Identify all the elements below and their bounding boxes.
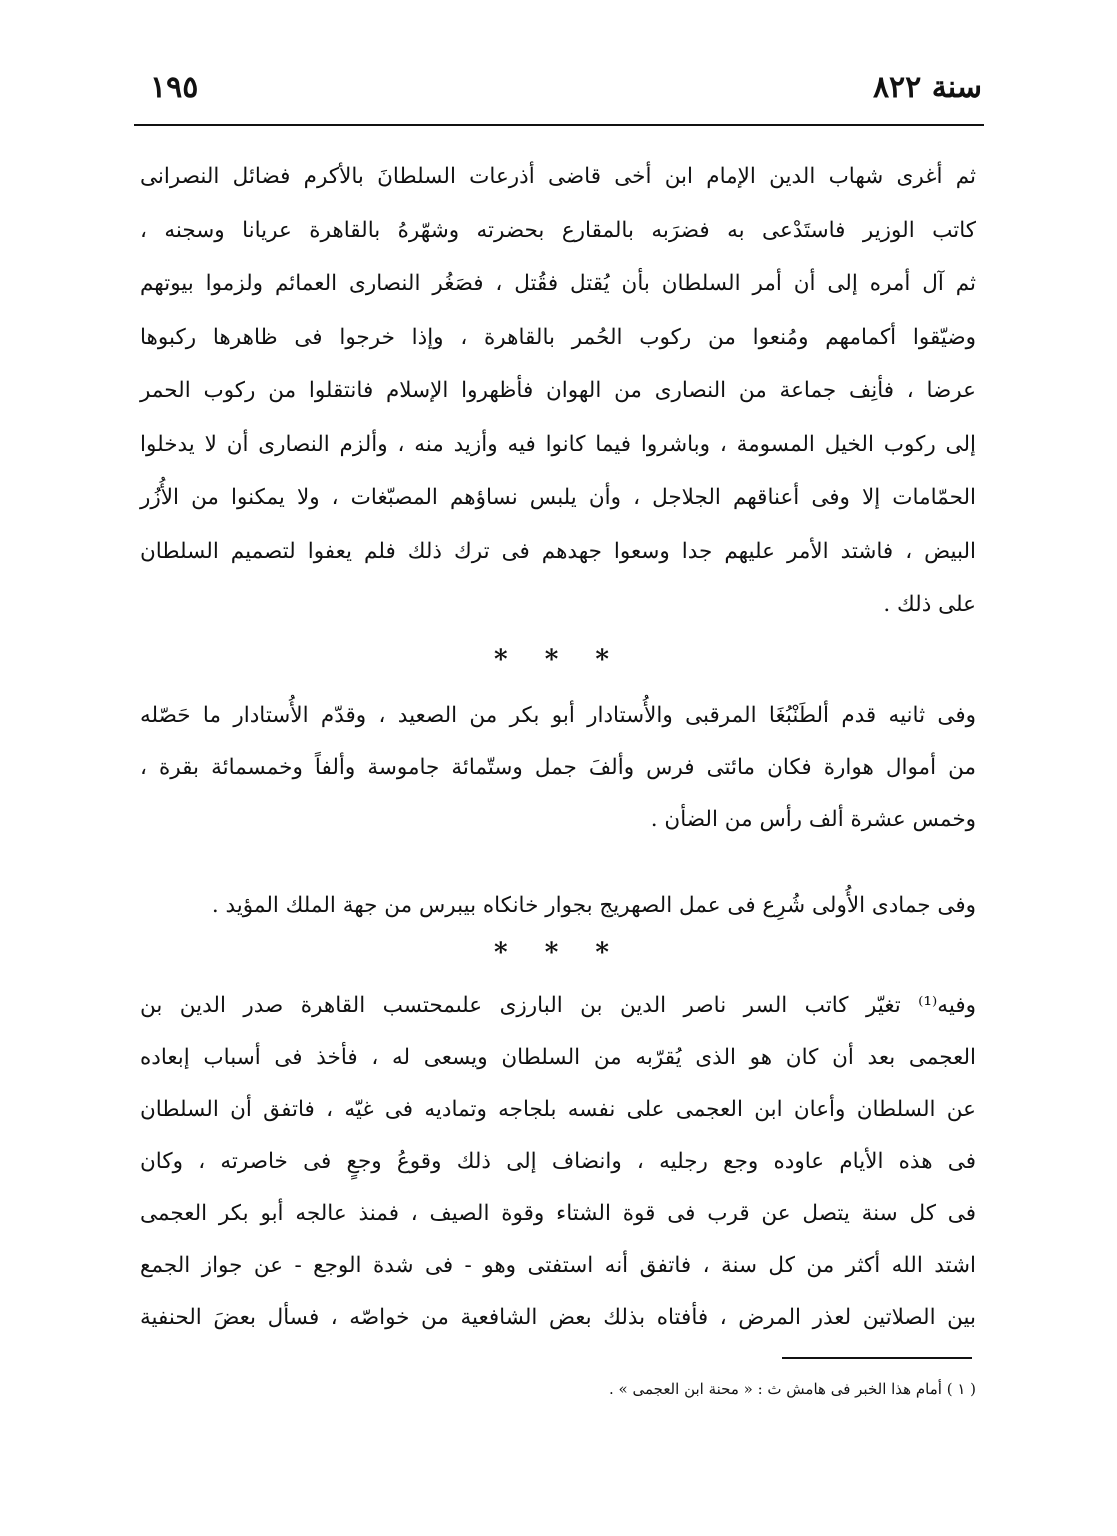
text-line: فى هذه الأيام عاوده وجع رجليه ، وانضاف إلى ذلك وقوعُ وجعٍ فى خاصرته ، وكان — [140, 1149, 976, 1174]
text-line: عن السلطان وأعان ابن العجمى على نفسه بلجاجه وتماديه فى غيّه ، فاتفق أن السلطان — [140, 1097, 976, 1122]
running-head-year: سنة ٨٢٢ — [872, 70, 982, 105]
text-line: العجمى بعد أن كان هو الذى يُقرّبه من السلطان ويسعى له ، فأخذ فى أسباب إبعاده — [140, 1045, 976, 1070]
paragraph-2 — [140, 690, 976, 846]
footnote: ( ١ ) أمام هذا الخبر فى هامش ث : « محنة ابن العجمى » . — [608, 1380, 976, 1398]
text-line: وفى جمادى الأُولى شُرِع فى عمل الصهريج بجوار خانكاه بيبرس من جهة الملك المؤيد . — [211, 893, 976, 918]
text-line: اشتد الله أكثر من كل سنة ، فاتفق أنه استفتى وهو - فى شدة الوجع - عن جواز الجمع — [140, 1253, 976, 1278]
text-line: ثم آل أمره إلى أن أمر السلطان بأن يُقتل فقُتل ، فصَغُر النصارى العمائم ولزموا بيوتهم — [140, 271, 976, 296]
page-header — [150, 70, 982, 110]
footnote-divider — [782, 1357, 972, 1359]
text-line: فى كل سنة يتصل عن قرب فى قوة الشتاء وقوة الصيف ، فمنذ عالجه أبو بكر العجمى — [140, 1201, 976, 1226]
text-line: من أموال هوارة فكان مائتى فرس وألفَ جمل وستّمائة جاموسة وألفاً وخمسمائة بقرة ، — [140, 755, 976, 780]
text-line: الحمّامات إلا وفى أعناقهم الجلاجل ، وأن يلبس نساؤهم المصبّغات ، ولا يمكنوا من الأُزُر — [140, 485, 976, 510]
text-line: عرضا ، فأنِف جماعة من النصارى من الهوان فأظهروا الإسلام فانتقلوا من ركوب الحمر — [140, 378, 976, 403]
text-line: وخمس عشرة ألف رأس من الضأن . — [650, 807, 976, 832]
text-line: بين الصلاتين لعذر المرض ، فأفتاه بذلك بعض الشافعية من خواصّه ، فسأل بعضَ الحنفية — [140, 1305, 976, 1330]
text-line: وفى ثانيه قدم ألطَنْبُغَا المرقبى والأُستادار أبو بكر من الصعيد ، وقدّم الأُستادار ما حَصّله — [140, 703, 976, 728]
text-line: وضيّقوا أكمامهم ومُنعوا من ركوب الحُمر بالقاهرة ، وإذا خرجوا فى ظاهرها ركبوها — [140, 324, 976, 350]
section-separator: * * * — [494, 645, 623, 675]
text-line: كاتب الوزير فاستَدْعى به فضرَبه بالمقارع بحضرته وشهّرهُ بالقاهرة عريانا وسجنه ، — [140, 217, 976, 243]
text-line: على ذلك . — [883, 592, 976, 617]
text-line: إلى ركوب الخيل المسومة ، وباشروا فيما كانوا فيه وأزيد منه ، وألزم النصارى أن لا يدخلوا — [140, 431, 976, 457]
text-line: ثم أغرى شهاب الدين الإمام ابن أخى قاضى أذرعات السلطانَ بالأكرم فضائل النصرانى — [140, 164, 976, 189]
text-line: البيض ، فاشتد الأمر عليهم جدا وسعوا جهدهم فى ترك ذلك فلم يعفوا لتصميم السلطان — [140, 538, 976, 564]
header-divider — [134, 124, 984, 126]
text-line: وفيه⁽¹⁾ تغيّر كاتب السر ناصر الدين بن البارزى علىمحتسب القاهرة صدر الدين بن — [140, 993, 976, 1018]
paragraph-3 — [140, 880, 976, 932]
paragraph-1 — [140, 150, 976, 632]
paragraph-4 — [140, 980, 976, 1344]
section-separator: * * * — [494, 938, 623, 968]
page-number: ١٩٥ — [150, 70, 199, 105]
